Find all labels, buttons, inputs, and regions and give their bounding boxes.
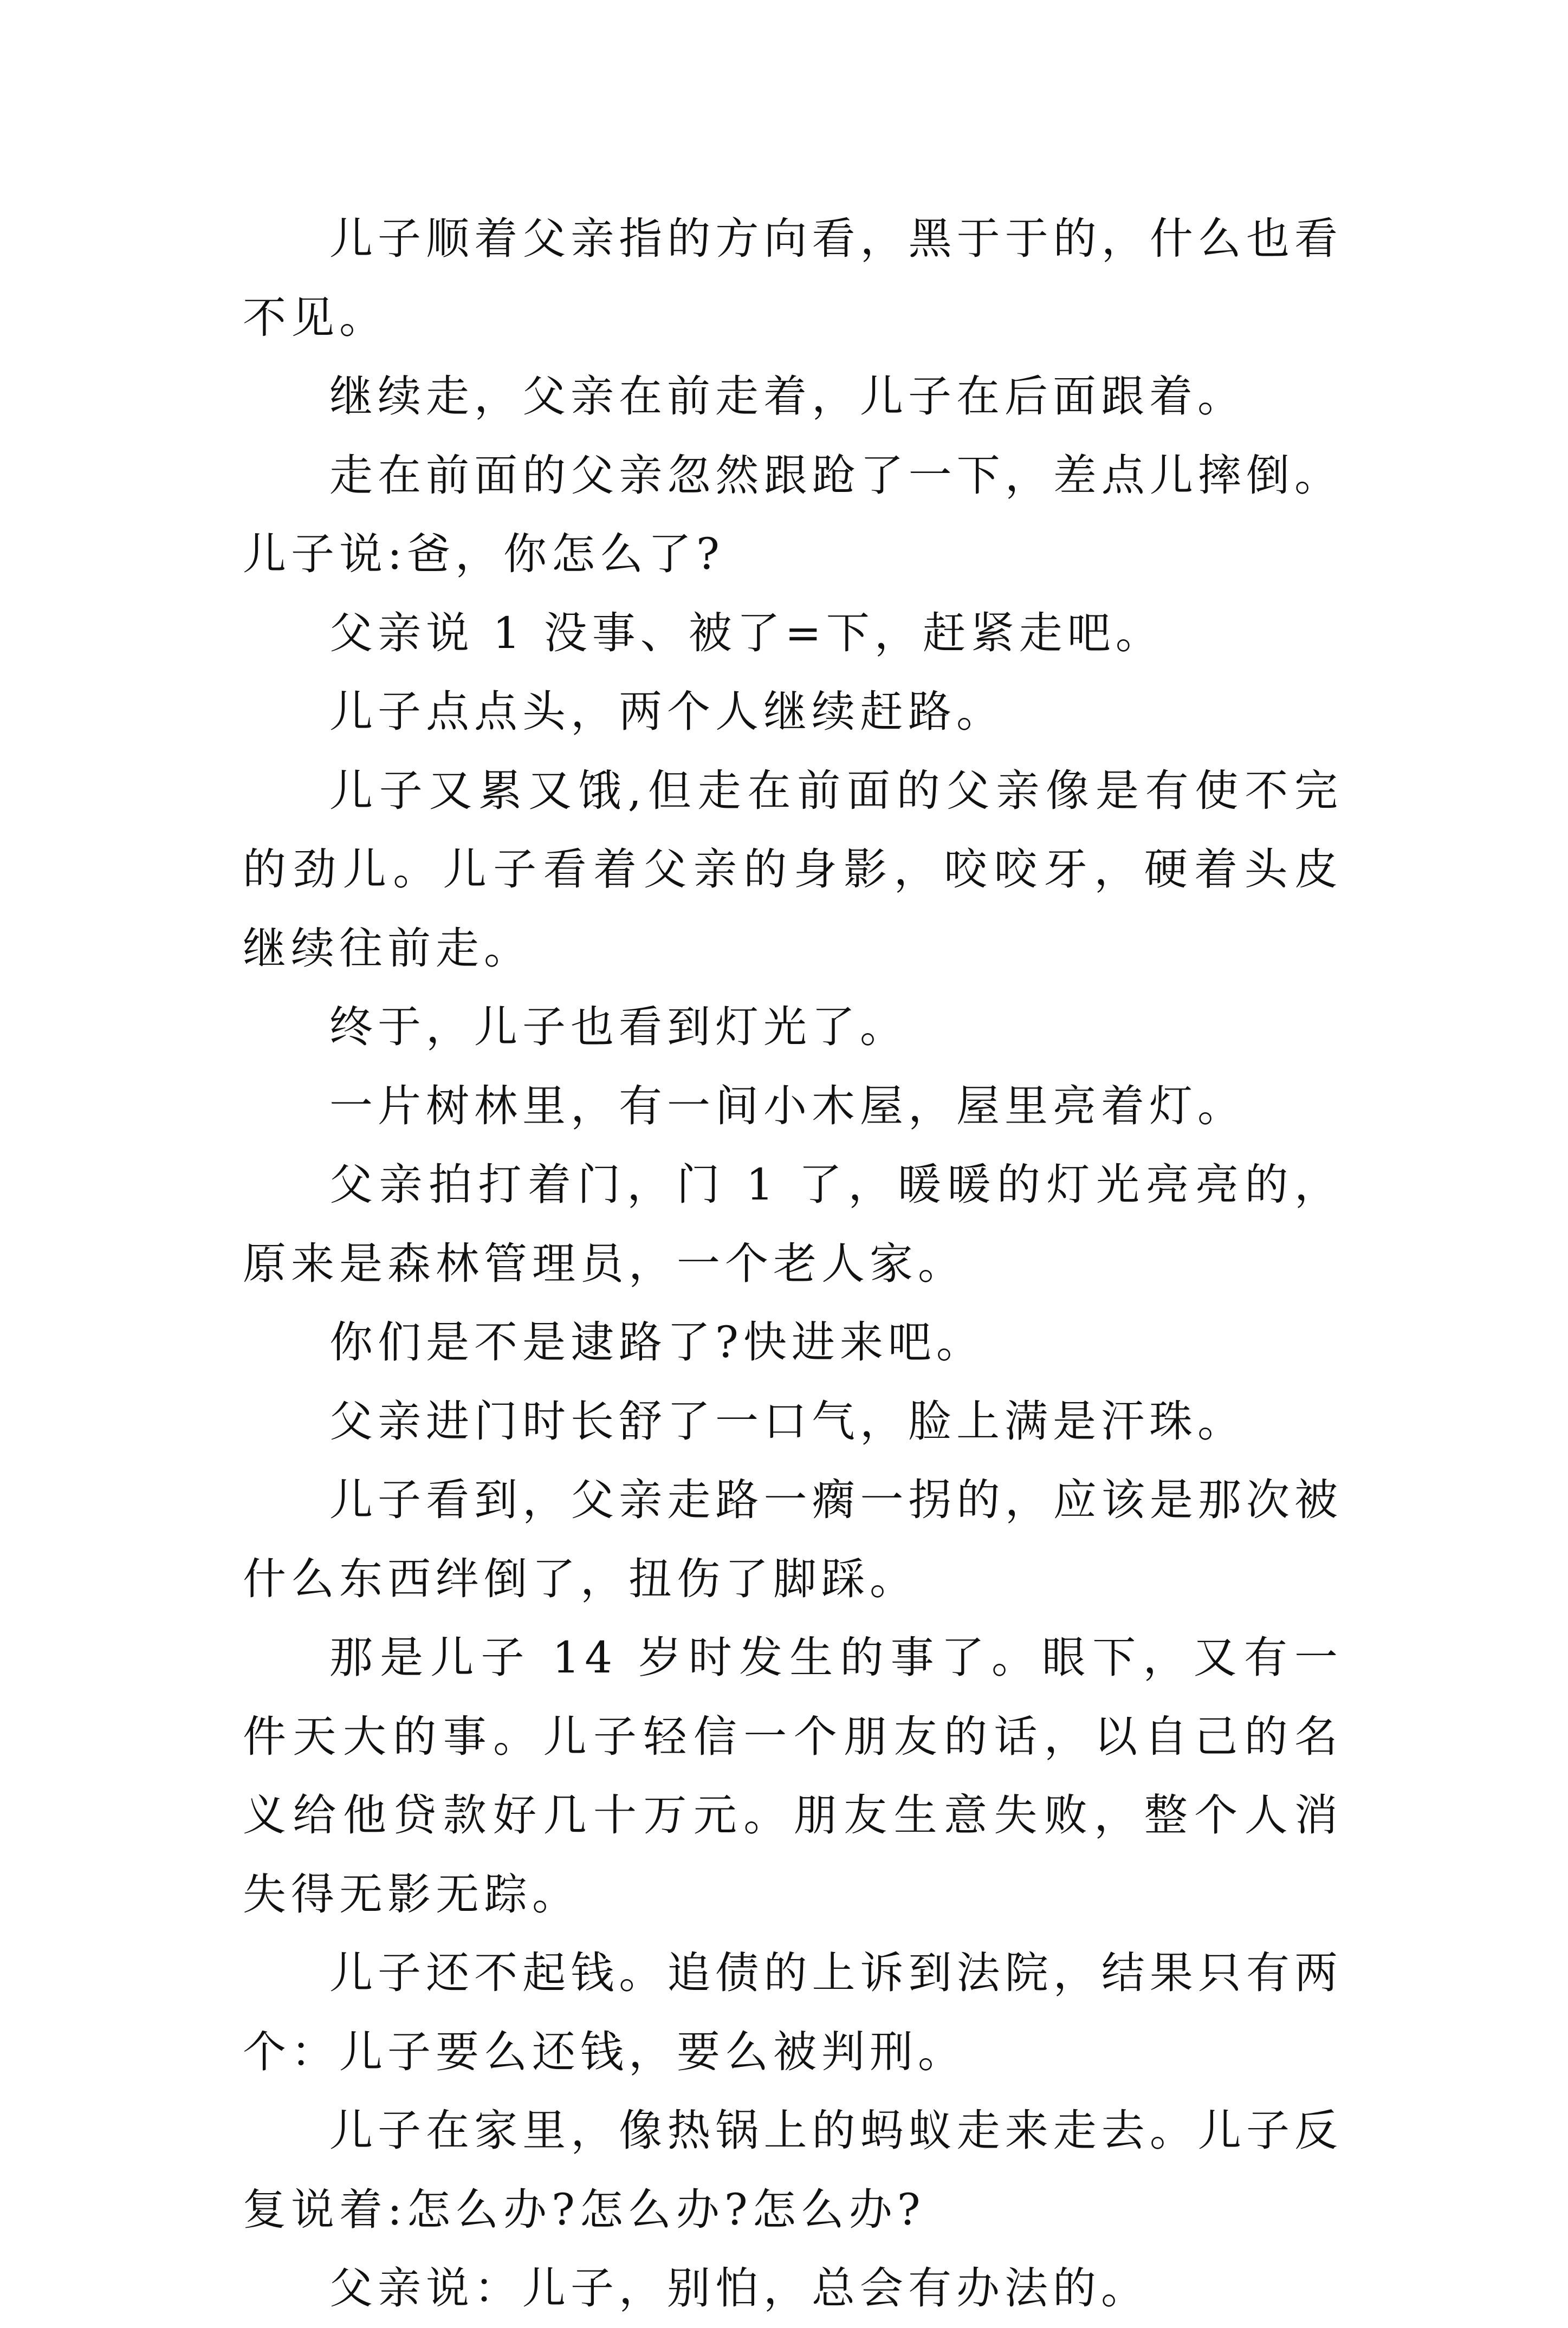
paragraph: 父亲说 1 没事、被了=下，赶紧走吧。 — [329, 607, 1164, 658]
paragraph: 儿子点点头，两个人继续赶路。 — [329, 686, 1005, 737]
paragraph: 儿子又累又饿,但走在前面的父亲像是有使不完的劲儿。儿子看着父亲的身影，咬咬牙，硬着头皮继续往前走。 — [243, 765, 1343, 974]
paragraph: 走在前面的父亲忽然跟跄了一下，差点儿摔倒。儿子说:爸，你怎么了? — [243, 450, 1343, 579]
paragraph: 儿子在家里，像热锅上的蚂蚁走来走去。儿子反复说着:怎么办?怎么办?怎么办? — [243, 2105, 1343, 2235]
paragraph: 儿子顺着父亲指的方向看，黑于于的，什么也看不见。 — [243, 213, 1343, 343]
paragraph: 继续走，父亲在前走着，儿子在后面跟着。 — [329, 371, 1246, 421]
paragraph: 父亲拍打着门，门 1 了，暖暖的灯光亮亮的，原来是森林管理员，一个老人家。 — [243, 1159, 1343, 1289]
story-text — [243, 199, 1343, 2328]
paragraph: 儿子看到，父亲走路一瘸一拐的，应该是那次被什么东西绊倒了，扭伤了脚踩。 — [243, 1475, 1343, 1604]
paragraph: 终于，儿子也看到灯光了。 — [329, 1002, 908, 1052]
paragraph: 你们是不是逮路了?快进来吧。 — [329, 1317, 984, 1367]
paragraph: 一片树林里，有一间小木屋，屋里亮着灯。 — [329, 1080, 1246, 1131]
paragraph: 儿子还不起钱。追债的上诉到法院，结果只有两个：儿子要么还钱，要么被判刑。 — [243, 1948, 1343, 2077]
paragraph: 那是儿子 14 岁时发生的事了。眼下，又有一件天大的事。儿子轻信一个朋友的话，以自己的名义给他贷款好几十万元。朋友生意失败，整个人消失得无影无踪。 — [243, 1632, 1343, 1920]
paragraph: 父亲进门时长舒了一口气，脸上满是汗珠。 — [329, 1396, 1246, 1447]
paragraph: 父亲说：儿子，别怕，总会有办法的。 — [329, 2263, 1149, 2313]
